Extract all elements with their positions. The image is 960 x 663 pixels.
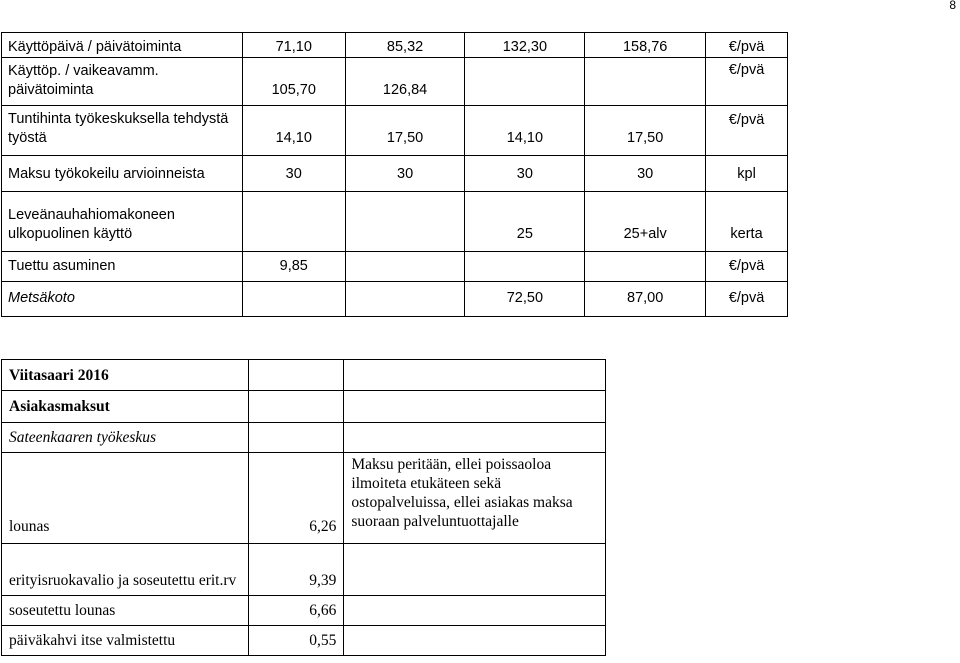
unit-name: Sateenkaaren työkeskus — [2, 423, 249, 453]
table-row — [2, 252, 788, 282]
cell-unit: kpl — [706, 156, 788, 192]
cell-value — [585, 58, 706, 106]
table-row — [2, 58, 788, 106]
cell-value: 132,30 — [465, 33, 585, 58]
row-value: 0,55 — [248, 626, 344, 656]
cell-value — [585, 252, 706, 282]
table-row — [2, 544, 606, 596]
table-row — [2, 282, 788, 317]
cell-unit: €/pvä — [706, 58, 788, 106]
cell-value: 30 — [585, 156, 706, 192]
cell-value: 17,50 — [585, 106, 706, 156]
cell-unit: €/pvä — [706, 252, 788, 282]
cell-value: 72,50 — [465, 282, 585, 317]
row-value: 6,26 — [248, 453, 344, 544]
row-value: 6,66 — [248, 596, 344, 626]
cell-value: 25 — [465, 192, 585, 252]
cell-value — [242, 192, 345, 252]
cell-value — [345, 252, 465, 282]
table-row — [2, 423, 606, 453]
cell-value: 25+alv — [585, 192, 706, 252]
table-row — [2, 453, 606, 544]
row-label: lounas — [2, 453, 249, 544]
table-row — [2, 156, 788, 192]
cell-unit: €/pvä — [706, 33, 788, 58]
cell-value — [345, 282, 465, 317]
cell-value: 14,10 — [465, 106, 585, 156]
table-row — [2, 33, 788, 58]
meal-fee-table — [1, 359, 606, 656]
cell-value — [465, 58, 585, 106]
row-label: Käyttöpäivä / päivätoiminta — [2, 33, 243, 58]
cell-unit: €/pvä — [706, 282, 788, 317]
payment-note: Maksu peritään, ellei poissaoloa ilmoiteta etukäteen sekä ostopalveluissa, ellei asiakas maksa suoraan palveluntuottajalle — [344, 453, 606, 544]
cell-value: 85,32 — [345, 33, 465, 58]
table-row — [2, 626, 606, 656]
location-heading: Viitasaari 2016 — [2, 360, 249, 391]
fee-table — [1, 32, 788, 317]
cell-value: 87,00 — [585, 282, 706, 317]
row-label: Tuntihinta työkeskuksella tehdystä työstä — [2, 106, 243, 156]
cell-value: 30 — [345, 156, 465, 192]
row-label: erityisruokavalio ja soseutettu erit.rv — [2, 544, 249, 596]
table-row — [2, 106, 788, 156]
cell-unit: €/pvä — [706, 106, 788, 156]
cell-value: 30 — [242, 156, 345, 192]
cell-value: 9,85 — [242, 252, 345, 282]
row-label: Metsäkoto — [2, 282, 243, 317]
fees-heading: Asiakasmaksut — [2, 391, 249, 423]
table-row — [2, 596, 606, 626]
row-label: soseutettu lounas — [2, 596, 249, 626]
cell-value: 71,10 — [242, 33, 345, 58]
table-row — [2, 391, 606, 423]
row-label: päiväkahvi itse valmistettu — [2, 626, 249, 656]
cell-value: 105,70 — [242, 58, 345, 106]
cell-value: 30 — [465, 156, 585, 192]
cell-value: 14,10 — [242, 106, 345, 156]
table-row — [2, 360, 606, 391]
page-number: 8 — [949, 0, 956, 12]
table-row — [2, 192, 788, 252]
cell-value — [345, 192, 465, 252]
row-value: 9,39 — [248, 544, 344, 596]
cell-value: 126,84 — [345, 58, 465, 106]
cell-value — [465, 252, 585, 282]
row-label: Maksu työkokeilu arvioinneista — [2, 156, 243, 192]
cell-unit: kerta — [706, 192, 788, 252]
cell-value: 17,50 — [345, 106, 465, 156]
row-label: Leveänauhahiomakoneen ulkopuolinen käyttö — [2, 192, 243, 252]
cell-value — [242, 282, 345, 317]
cell-value: 158,76 — [585, 33, 706, 58]
row-label: Käyttöp. / vaikeavamm. päivätoiminta — [2, 58, 243, 106]
row-label: Tuettu asuminen — [2, 252, 243, 282]
